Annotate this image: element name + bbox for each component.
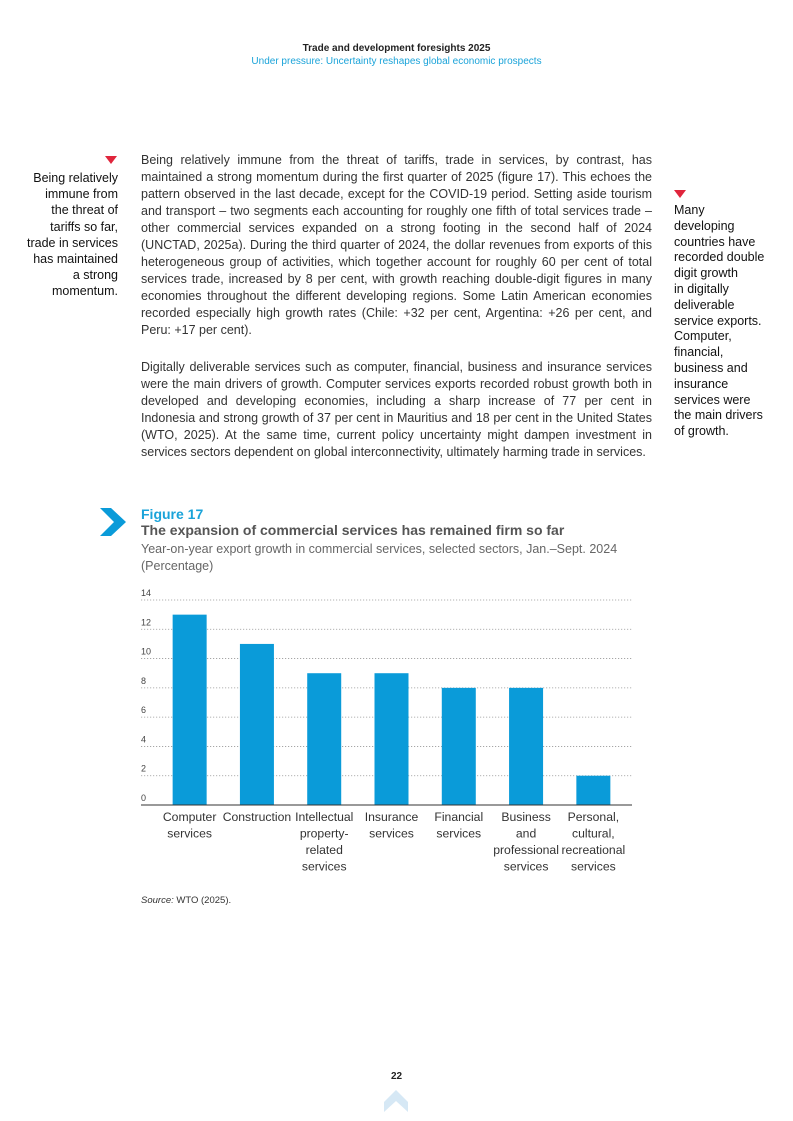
sidebar-note-line: of growth. (674, 424, 729, 439)
source-label: Source: (141, 895, 174, 906)
sidebar-note-line: the threat of (51, 203, 118, 218)
y-tick-label: 14 (141, 588, 152, 598)
x-tick-label-line: Construction (222, 810, 292, 824)
x-tick-label (434, 810, 483, 841)
red-triangle-icon (674, 190, 686, 198)
bar (509, 688, 543, 805)
x-tick-label-line: services (167, 826, 212, 841)
report-title: Trade and development foresights 2025 (302, 43, 491, 54)
sidebar-note-line: deliverable (674, 297, 735, 312)
x-tick-label-line: Insurance (364, 810, 419, 824)
y-tick-label: 10 (141, 646, 152, 657)
running-header (0, 43, 793, 68)
back-to-top-icon[interactable] (383, 1089, 409, 1113)
x-tick-label-line: cultural, (572, 826, 615, 841)
page-number: 22 (390, 1071, 403, 1082)
x-tick-label-line: services (436, 826, 482, 841)
sidebar-note-line: Being relatively (33, 171, 118, 185)
y-tick-label: 6 (141, 705, 147, 716)
x-tick-label-line: services (369, 826, 414, 841)
body-paragraph: Digitally deliverable services such as computer, financial, business and insurance services were the main drivers of growth. Computer services exports recorded robust growth both in developed and developing economies, including a sharp increase of 77 per cent in Indonesia and strong growth of 37 per cent in Mauritius and 18 per cent in the United States (WTO, 2025). At the same time, current policy uncertainty might dampen investment in services sectors dependent on global interconnectivity, ultimately harming trade in services. (141, 360, 652, 459)
body-paragraph: Being relatively immune from the threat of tariffs, trade in services, by contrast, has maintained a strong momentum during the first quarter of 2025 (figure 17). This echoes the pattern observed in the last decade, except for the COVID-19 period. Setting aside tourism and transport – two segments each accounting for roughly one fifth of total services trade – other commercial services expanded on a strong footing in the second half of 2024 (UNCTAD, 2025a). During the third quarter of 2024, the dollar revenues from exports of this heterogeneous group of activities, which together account for roughly 60 per cent of total services trade, increased by 8 per cent, with growth reaching double-digit figures in many economies throughout the different developing regions. Some Latin American economies recorded especially high growth rates (Chile: +32 per cent, Argentina: +26 per cent, and Peru: +17 per cent). (141, 153, 652, 337)
sidebar-note-line: has maintained (33, 252, 118, 267)
x-tick-label-line: services (503, 859, 549, 874)
bar (240, 644, 274, 805)
x-tick-label-line: Business (501, 810, 551, 824)
sidebar-note-line: the main drivers (674, 408, 763, 423)
x-tick-label-line: property- (299, 826, 349, 841)
figure-subtitle (141, 541, 651, 575)
x-tick-label (295, 810, 353, 874)
x-tick-label-line: recreational (561, 843, 626, 857)
source-text: WTO (2025). (173, 895, 232, 906)
x-tick-label (365, 810, 419, 841)
y-tick-label: 2 (141, 763, 147, 774)
sidebar-note-line: digit growth (674, 266, 738, 281)
figure-source (141, 895, 231, 906)
sidebar-note-left (10, 170, 118, 300)
x-tick-label-line: Intellectual (295, 810, 354, 824)
sidebar-note-line: financial, (674, 345, 724, 360)
bar-chart (130, 585, 650, 880)
sidebar-note-line: countries have (674, 234, 756, 249)
sidebar-note-line: developing (674, 218, 735, 233)
x-tick-label (223, 810, 291, 824)
sidebar-note-line: service exports. (674, 313, 762, 328)
report-subtitle: Under pressure: Uncertainty reshapes global economic prospects (251, 56, 542, 67)
y-tick-label: 8 (141, 675, 147, 686)
sidebar-note-line: immune from (45, 187, 118, 202)
figure-unit: (Percentage) (141, 559, 214, 573)
sidebar-note-line: in digitally (674, 281, 729, 296)
x-tick-label-line: services (571, 859, 616, 874)
y-tick-label: 4 (141, 734, 147, 745)
x-tick-label-line: and (515, 826, 537, 841)
x-tick-label-line: Personal, (567, 810, 620, 824)
figure-description: Year-on-year export growth in commercial services, selected sectors, Jan.–Sept. 2024 (141, 542, 618, 556)
figure-title: The expansion of commercial services has remained firm so far (141, 522, 565, 538)
sidebar-note-line: tariffs so far, (50, 219, 118, 234)
sidebar-note-line: insurance (674, 376, 729, 391)
x-tick-label-line: Computer (162, 810, 217, 824)
sidebar-note-line: recorded double (674, 250, 765, 265)
sidebar-note-line: services were (674, 392, 751, 407)
y-tick-label: 0 (141, 793, 147, 803)
bar (173, 615, 207, 805)
x-tick-label (163, 810, 217, 841)
bar (576, 776, 610, 805)
chevron-right-icon (98, 506, 128, 538)
y-tick-label: 12 (141, 617, 152, 628)
x-tick-label-line: related (305, 843, 343, 857)
sidebar-note-line: a strong (72, 268, 118, 283)
sidebar-note-line: Many (674, 203, 705, 217)
x-tick-label-line: Financial (434, 810, 484, 824)
sidebar-note-line: trade in services (26, 235, 118, 250)
x-tick-label (562, 810, 626, 874)
figure-label: Figure 17 (141, 506, 204, 522)
x-tick-label-line: services (301, 859, 347, 874)
red-triangle-icon (105, 156, 117, 164)
bar (442, 688, 476, 805)
x-tick-label-line: professional (493, 843, 559, 857)
bar (375, 673, 409, 805)
sidebar-note-line: business and (674, 360, 748, 375)
sidebar-note-right (674, 203, 786, 440)
sidebar-note-line: Computer, (674, 329, 732, 344)
sidebar-note-line: momentum. (52, 284, 118, 299)
bar (307, 673, 341, 805)
x-tick-label (493, 810, 559, 874)
